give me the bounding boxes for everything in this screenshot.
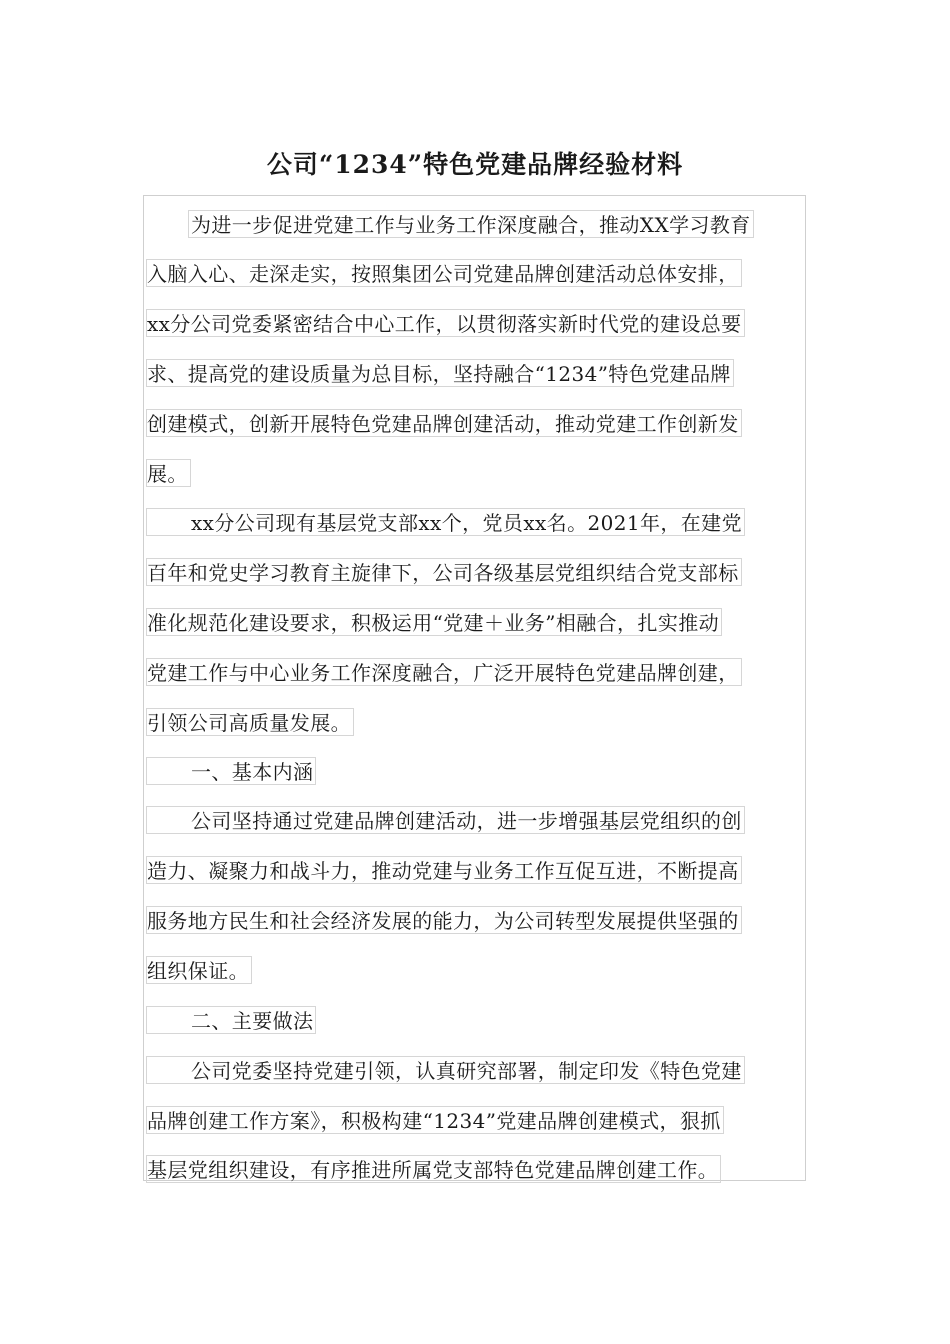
text-line: 为进一步促进党建工作与业务工作深度融合，推动XX学习教育 — [188, 210, 754, 238]
text-line: 造力、凝聚力和战斗力，推动党建与业务工作互促互进，不断提高 — [146, 856, 742, 884]
text-line: 百年和党史学习教育主旋律下，公司各级基层党组织结合党支部标 — [146, 558, 742, 586]
text-line: 服务地方民生和社会经济发展的能力，为公司转型发展提供坚强的 — [146, 906, 742, 934]
text-line: xx分公司党委紧密结合中心工作，以贯彻落实新时代党的建设总要 — [146, 309, 745, 337]
document-title: 公司“1234”特色党建品牌经验材料 — [266, 150, 684, 179]
text-line: 入脑入心、走深走实，按照集团公司党建品牌创建活动总体安排， — [146, 259, 742, 287]
text-line: 组织保证。 — [146, 956, 252, 984]
text-line: 创建模式，创新开展特色党建品牌创建活动，推动党建工作创新发 — [146, 409, 742, 437]
text-line: 求、提高党的建设质量为总目标，坚持融合“1234”特色党建品牌 — [146, 359, 734, 387]
text-line: 展。 — [146, 459, 191, 487]
text-line: 公司党委坚持党建引领，认真研究部署，制定印发《特色党建 — [146, 1056, 745, 1084]
section-heading: 一、基本内涵 — [146, 757, 316, 785]
text-line: 准化规范化建设要求，积极运用“党建＋业务”相融合，扎实推动 — [146, 608, 722, 636]
text-line: 党建工作与中心业务工作深度融合，广泛开展特色党建品牌创建， — [146, 658, 742, 686]
text-line: 公司坚持通过党建品牌创建活动，进一步增强基层党组织的创 — [146, 806, 745, 834]
text-line: 引领公司高质量发展。 — [146, 708, 354, 736]
text-line: 品牌创建工作方案》，积极构建“1234”党建品牌创建模式，狠抓 — [146, 1106, 724, 1134]
section-heading: 二、主要做法 — [146, 1006, 316, 1034]
text-line: 基层党组织建设，有序推进所属党支部特色党建品牌创建工作。 — [146, 1155, 721, 1183]
text-line: xx分公司现有基层党支部xx个，党员xx名。2021年，在建党 — [146, 508, 745, 536]
